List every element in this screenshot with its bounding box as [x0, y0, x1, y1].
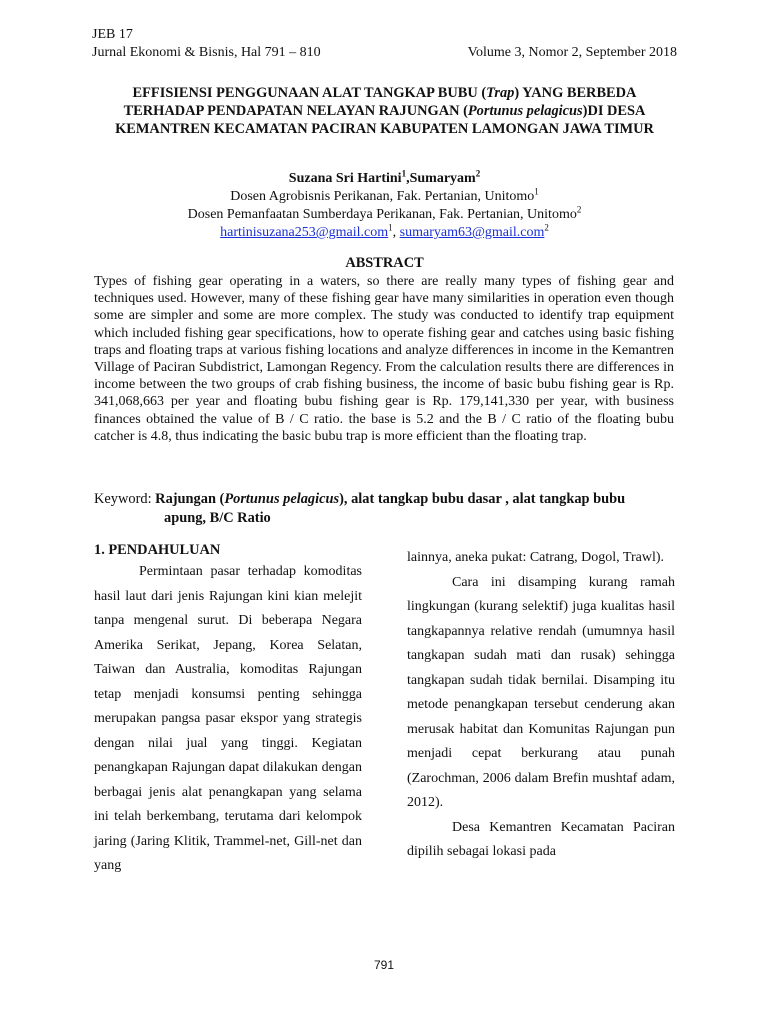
keyword-line2: apung, B/C Ratio [164, 510, 271, 526]
keywords: Keyword: Rajungan (Portunus pelagicus), alat tangkap bubu dasar , alat tangkap bubu apung, B/C Ratio [94, 490, 679, 528]
affiliation-1: Dosen Agrobisnis Perikanan, Fak. Pertanian, Unitomo$^1$ [230, 186, 539, 204]
journal-pages: Jurnal Ekonomi & Bisnis, Hal 791 – 810 [92, 45, 321, 60]
author-name-2: ,Sumaryam [406, 171, 476, 186]
keyword-italic: Portunus pelagicus [224, 491, 340, 507]
title-italic-species: Portunus pelagicus [467, 103, 583, 119]
author-block [92, 170, 677, 242]
title-italic-trap: Trap [486, 85, 515, 101]
keyword-part2: ), alat tangkap bubu dasar , alat tangkap bubu [339, 491, 626, 507]
page-number: 791 [373, 958, 395, 972]
abstract-text: Types of fishing gear operating in a waters, so there are really many types of fishing gear and techniques used. However, many of these fishing gear have many similarities in operation even though some are simpler and some are more complex. The study was conducted to identify trap equipment which included fishing gear specifications, how to operate fishing gear and catches using basic fishing traps and floating traps at various fishing locations and analyze differences in income in the Kemantren Village of Paciran Subdistrict, Lamongan Regency. From the calculation results there are differences in income between the two groups of crab fishing business, the income of basic bubu fishing gear is Rp. 341,068,663 per year and floating bubu fishing gear is Rp. 179,141,330 per year, with business finances obtained the value of B / C ratio. the base is 5.2 and the B / C ratio of the floating bubu catcher is 4.8, thus indicating the basic bubu trap is more efficient than the floating trap. [94, 274, 674, 444]
title-part1: EFFISIENSI PENGGUNAAN ALAT TANGKAP BUBU ( [132, 85, 487, 101]
keyword-part1: Rajungan ( [155, 491, 225, 507]
abstract-heading: ABSTRACT [345, 255, 424, 271]
paper-title [92, 84, 677, 138]
email-link-2[interactable]: sumaryam63@gmail.com [399, 225, 545, 240]
left-paragraph: Permintaan pasar terhadap komoditas hasil laut dari jenis Rajungan kini kian melejit tanpa mengenal surut. Di beberapa Negara Amerika Serikat, Jepang, Korea Selatan, Taiwan dan Australia, komoditas Rajungan tetap menjadi konsumsi penting sehingga merupakan pangsa pasar ekspor yang strategis dengan nilai jual yang tinggi. Kegiatan penangkapan Rajungan dapat dilakukan dengan berbagai jenis alat penangkapan yang selama ini telah berkembang, terutama dari kelompok jaring (Jaring Klitik, Trammel-net, Gill-net dan yang [94, 564, 362, 873]
right-paragraph-2: Desa Kemantren Kecamatan Paciran dipilih sebagai lokasi pada [407, 819, 675, 859]
right-paragraph-continued: lainnya, aneka pukat: Catrang, Dogol, Trawl). [407, 550, 665, 565]
email-link-1[interactable]: hartinisuzana253@gmail.com [220, 225, 389, 240]
affiliation-2: Dosen Pemanfaatan Sumberdaya Perikanan, Fak. Pertanian, Unitomo$^2$ [187, 204, 582, 222]
title-part3: )DI DESA KEMANTREN KECAMATAN PACIRAN KABUPATEN LAMONGAN JAWA TIMUR [115, 103, 654, 137]
abstract-body [94, 273, 674, 445]
keyword-label: Keyword [94, 491, 148, 507]
journal-code: JEB 17 [92, 27, 133, 42]
left-column [94, 540, 362, 879]
author-emails: hartinisuzana253@gmail.com$^1$, sumaryam63@gmail.com$^2$ [220, 222, 549, 240]
volume-info: Volume 3, Nomor 2, September 2018 [467, 45, 677, 60]
right-paragraph-1: Cara ini disamping kurang ramah lingkungan (kurang selektif) juga kualitas hasil tangkapannya relative rendah (umumnya hasil tangkapan sudah mati dan rusak) sehingga tangkapan sudah tidak bernilai. Disamping itu metode penangkapan tersebut cenderung akan merusak habitat dan Komunitas Rajungan pun menjadi cepat berkurang atau punah (Zarochman, 2006 dalam Brefin mushtaf adam, 2012). [407, 574, 675, 810]
title-part2: ) YANG BERBEDA TERHADAP PENDAPATAN NELAYAN RAJUNGAN ( [123, 85, 637, 119]
author-name-1: Suzana Sri Hartini [288, 171, 402, 186]
right-column [407, 546, 675, 865]
running-header [92, 26, 677, 62]
section-heading: 1. PENDAHULUAN [94, 542, 221, 558]
author-names: Suzana Sri Hartini$^1$,Sumaryam$^2$ [288, 168, 481, 186]
